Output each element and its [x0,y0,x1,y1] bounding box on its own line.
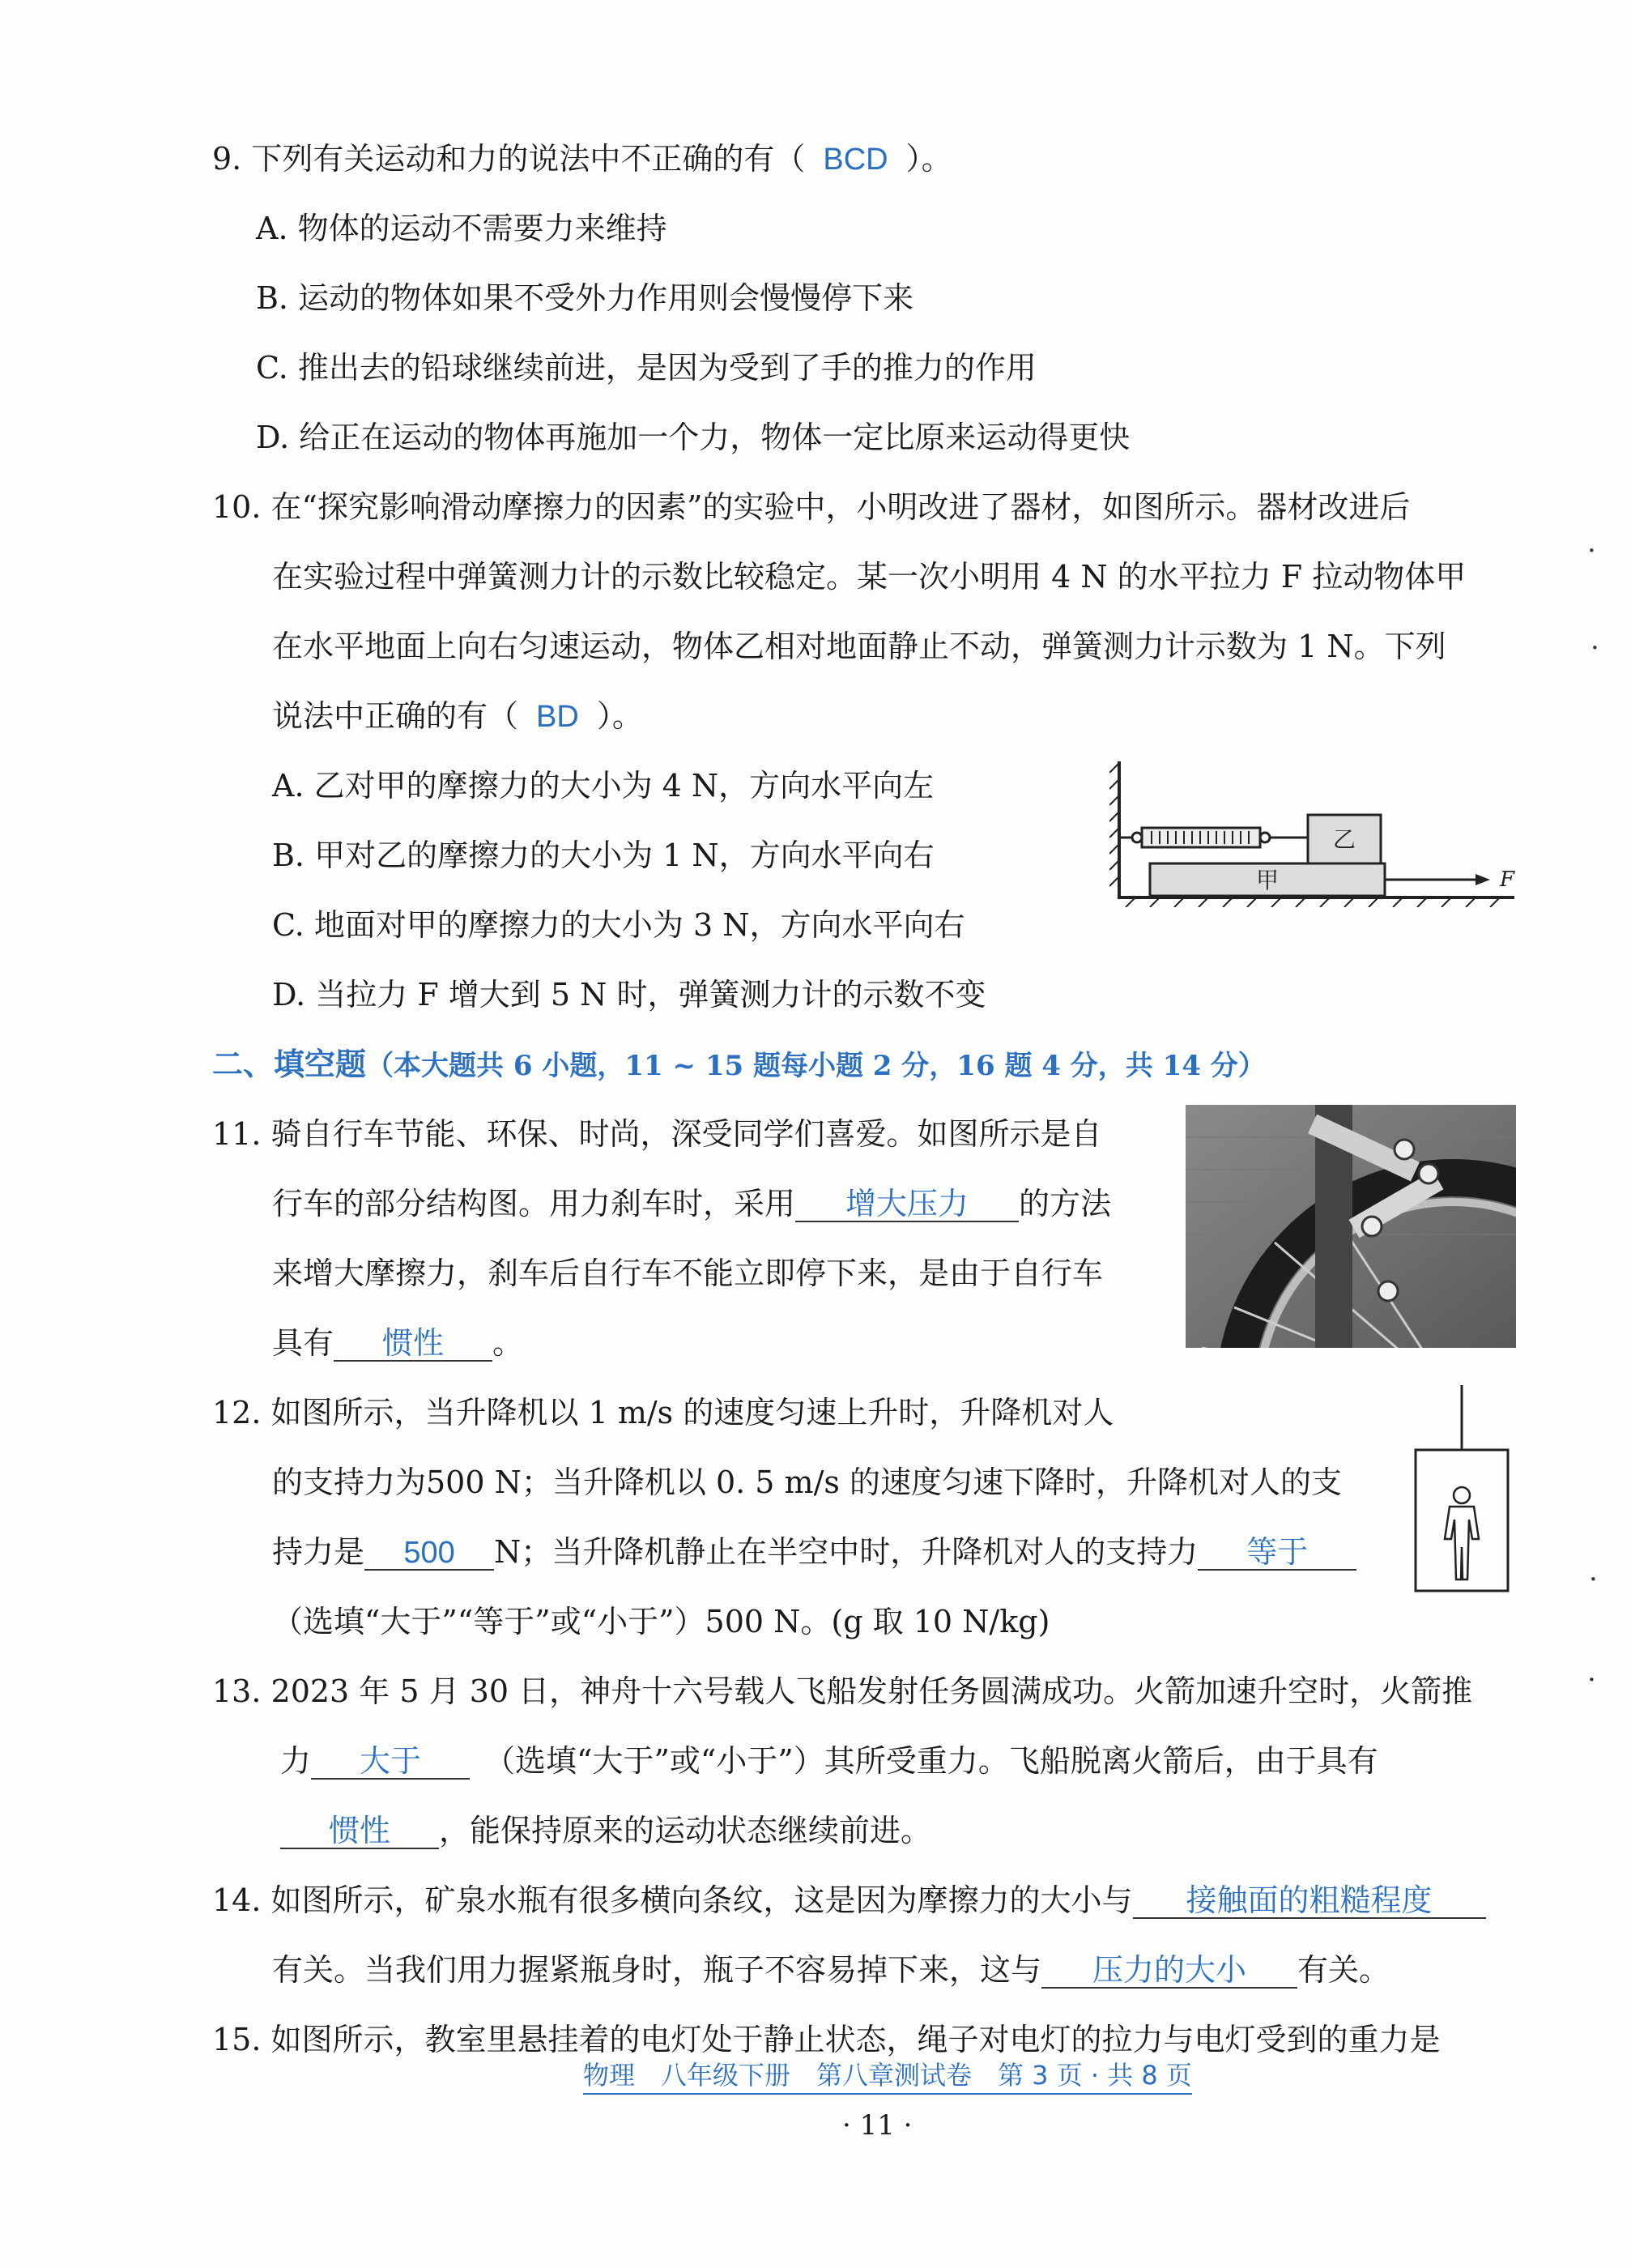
margin-mark: · [1589,1563,1598,1596]
q11-answer1: 增大压力 [795,1188,1019,1222]
q10-line2: 在实验过程中弹簧测力计的示数比较稳定。某一次小明用 4 N 的水平拉力 F 拉动物体甲 [272,559,1467,595]
q11-line4b: 。 [492,1325,524,1361]
q10-line4 [272,697,643,736]
q12-line3b: N；当升降机静止在半空中时，升降机对人的支持力 [494,1534,1199,1570]
q9-option-c: C. 推出去的铅球继续前进，是因为受到了手的推力的作用 [256,350,1037,386]
q10-line3: 在水平地面上向右匀速运动，物体乙相对地面静止不动，弹簧测力计示数为 1 N。下列 [272,629,1446,664]
section2-title: 二、填空题 [212,1046,367,1082]
q10-option-c: C. 地面对甲的摩擦力的大小为 3 N，方向水平向右 [272,907,965,943]
q12-line1: 12. 如图所示，当升降机以 1 m/s 的速度匀速上升时，升降机对人 [212,1395,1114,1430]
q12-line3 [272,1533,1356,1571]
force-f-label: F [1500,868,1515,892]
q14-line2a: 有关。当我们用力握紧瓶身时，瓶子不容易掉下来，这与 [272,1952,1042,1988]
section2-heading [212,1045,1266,1085]
q13-line2a: 力 [280,1743,312,1779]
section2-note: （本大题共 6 小题，11 ~ 15 题每小题 2 分，16 题 4 分，共 14 分） [366,1050,1266,1082]
q10-option-a: A. 乙对甲的摩擦力的大小为 4 N，方向水平向左 [272,768,935,804]
q12-line4: （选填“大于”“等于”或“小于”）500 N。(g 取 10 N/kg) [272,1604,1050,1639]
q13-line2 [280,1742,1378,1780]
margin-mark: · [1591,632,1599,664]
q10-line4-end: ）。 [596,698,643,734]
q9-answer: BCD [823,143,888,177]
footer-title: 物理 八年级下册 第八章测试卷 第 3 页 · 共 8 页 [583,2057,1192,2095]
elevator-figure [1409,1385,1514,1596]
q11-line4 [272,1324,523,1362]
q13-answer1: 大于 [311,1746,470,1780]
q11-line4a: 具有 [272,1325,334,1361]
q10-line1: 10. 在“探究影响滑动摩擦力的因素”的实验中，小明改进了器材，如图所示。器材改进后 [212,489,1411,525]
q12-answer1: 500 [364,1537,494,1571]
q11-line2a: 行车的部分结构图。用力刹车时，采用 [272,1186,796,1221]
margin-mark: · [1587,535,1596,567]
q11-answer2: 惯性 [334,1328,492,1362]
q11-line2b: 的方法 [1019,1186,1112,1221]
q11-line2 [272,1184,1111,1223]
q12-line3a: 持力是 [272,1534,365,1570]
q9-option-b: B. 运动的物体如果不受外力作用则会慢慢停下来 [256,280,914,316]
q11-line3: 来增大摩擦力，刹车后自行车不能立即停下来，是由于自行车 [272,1256,1104,1291]
q14-answer2: 压力的大小 [1041,1955,1297,1989]
q9-stem-end: ）。 [905,141,952,177]
q11-line1: 11. 骑自行车节能、环保、时尚，深受同学们喜爱。如图所示是自 [212,1116,1102,1152]
q10-option-b: B. 甲对乙的摩擦力的大小为 1 N，方向水平向右 [272,838,935,873]
q12-line2: 的支持力为500 N；当升降机以 0. 5 m/s 的速度匀速下降时，升降机对人的支 [272,1464,1342,1500]
q9-option-a: A. 物体的运动不需要力来维持 [256,211,667,246]
block-jia-label: 甲 [1255,867,1280,893]
q14-line1-text: 14. 如图所示，矿泉水瓶有很多横向条纹，这是因为摩擦力的大小与 [212,1882,1133,1918]
q10-line4-text: 说法中正确的有（ [272,698,519,734]
friction-apparatus-figure [1109,761,1531,907]
q9-stem [212,139,952,179]
block-yi-label: 乙 [1332,826,1356,853]
q9-option-d: D. 给正在运动的物体再施加一个力，物体一定比原来运动得更快 [256,420,1131,455]
q13-answer2: 惯性 [280,1815,439,1849]
q14-line1 [212,1881,1486,1920]
person-icon [1445,1487,1479,1580]
q13-line3b: ，能保持原来的运动状态继续前进。 [439,1813,932,1848]
q12-answer2: 等于 [1198,1537,1356,1571]
q15-line1: 15. 如图所示，教室里悬挂着的电灯处于静止状态，绳子对电灯的拉力与电灯受到的重力是 [212,2022,1441,2057]
bicycle-brake-photo [1186,1105,1516,1348]
q10-answer: BD [536,700,579,734]
q13-line1: 13. 2023 年 5 月 30 日，神舟十六号载人飞船发射任务圆满成功。火箭加速升空时，火箭推 [212,1673,1473,1709]
q13-line3 [280,1811,931,1850]
q14-answer1: 接触面的粗糙程度 [1133,1885,1486,1919]
page-number: · 11 · [842,2109,913,2142]
q14-line2b: 有关。 [1297,1952,1390,1988]
q14-line2 [272,1950,1390,1989]
q13-line2b: （选填“大于”或“小于”）其所受重力。飞船脱离火箭后，由于具有 [484,1743,1378,1779]
q9-stem-text: 9. 下列有关运动和力的说法中不正确的有（ [212,141,806,177]
q10-option-d: D. 当拉力 F 增大到 5 N 时，弹簧测力计的示数不变 [272,977,986,1013]
margin-mark: · [1587,1664,1596,1696]
